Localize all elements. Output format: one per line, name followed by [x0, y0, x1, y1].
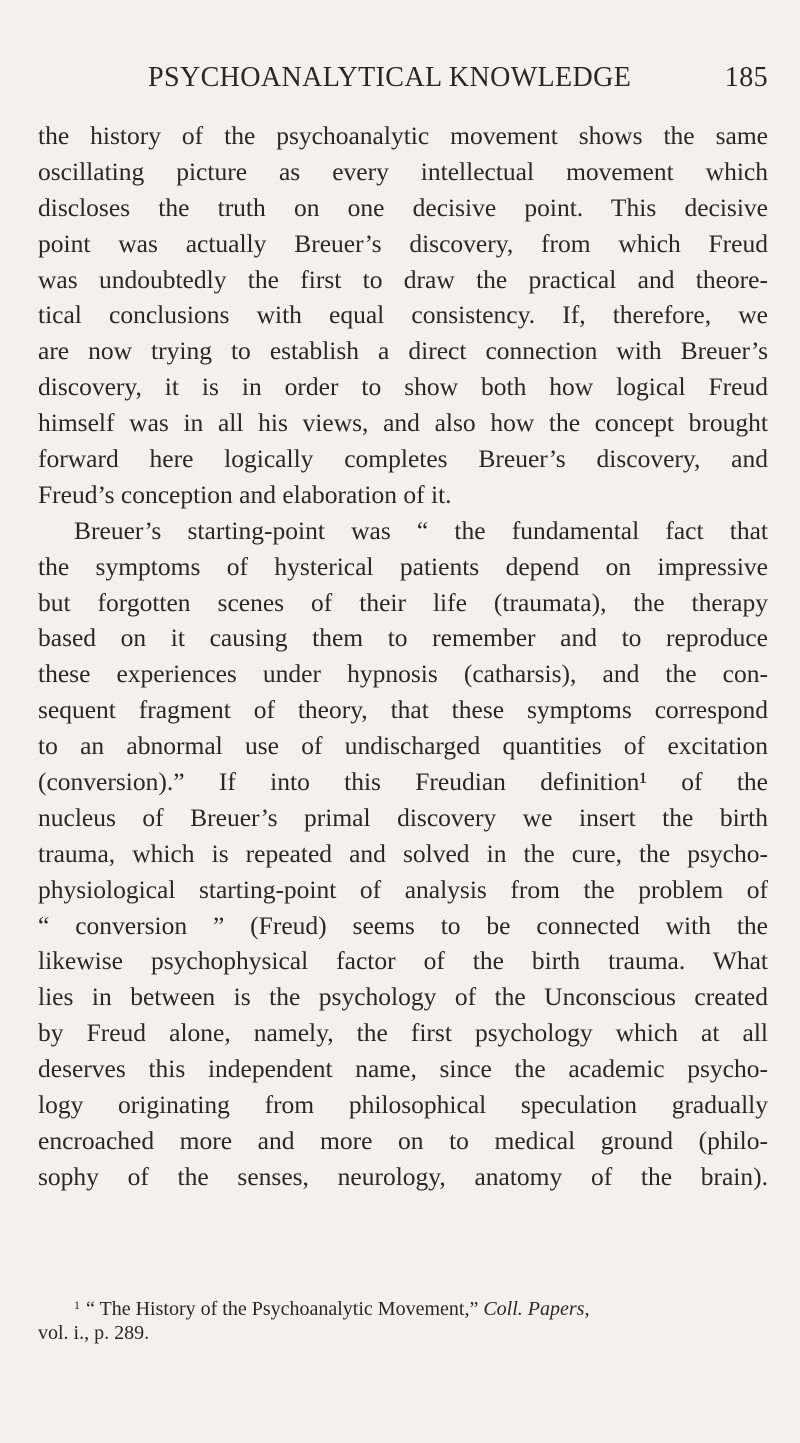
running-head-title: PSYCHOANALYTICAL KNOWLEDGE — [148, 62, 632, 93]
text-line: but forgotten scenes of their life (traumata), the therapy — [38, 587, 768, 617]
body-text — [38, 118, 768, 1195]
footnote-line-continued: vol. i., p. 289. — [38, 1322, 150, 1344]
text-line: likewise psychophysical factor of the birth trauma. What — [38, 946, 768, 976]
text-line: physiological starting-point of analysis from the problem of — [38, 874, 768, 904]
text-line: trauma, which is repeated and solved in the cure, the psycho- — [38, 838, 768, 868]
text-line-paragraph-start: Breuer’s starting-point was “ the fundamental fact that — [74, 515, 768, 545]
text-line: to an abnormal use of undischarged quantities of excitation — [38, 731, 768, 761]
text-line: point was actually Breuer’s discovery, from which Freud — [38, 228, 768, 258]
footnote-source-title: Coll. Papers — [483, 1298, 585, 1320]
text-line: logy originating from philosophical speculation gradually — [38, 1090, 768, 1120]
text-line: the symptoms of hysterical patients depend on impressive — [38, 551, 768, 581]
text-line: forward here logically completes Breuer’s discovery, and — [38, 444, 768, 474]
text-line: are now trying to establish a direct connection with Breuer’s — [38, 336, 768, 366]
running-head — [148, 62, 768, 102]
text-line: himself was in all his views, and also how the concept brought — [38, 408, 768, 438]
footnote-text: “ The History of the Psychoanalytic Movement,” — [86, 1298, 484, 1320]
text-line: tical conclusions with equal consistency. If, therefore, we — [38, 300, 768, 330]
text-line: the history of the psychoanalytic movement shows the same — [38, 121, 768, 150]
text-line: oscillating picture as every intellectual movement which — [38, 156, 768, 186]
text-line: was undoubtedly the first to draw the practical and theore- — [38, 264, 768, 294]
text-line: sequent fragment of theory, that these symptoms correspond — [38, 695, 768, 725]
text-line: discovery, it is in order to show both how logical Freud — [38, 372, 768, 402]
text-line: by Freud alone, namely, the first psychology which at all — [38, 1018, 768, 1048]
text-line: based on it causing them to remember and to reproduce — [38, 623, 768, 653]
text-line: deserves this independent name, since the academic psycho- — [38, 1054, 768, 1084]
text-line: discloses the truth on one decisive point. This decisive — [38, 192, 768, 222]
text-line-paragraph-end: Freud’s conception and elaboration of it. — [38, 479, 452, 509]
page-number: 185 — [724, 62, 768, 93]
text-line: (conversion).” If into this Freudian definition¹ of the — [38, 767, 768, 797]
text-line: lies in between is the psychology of the Unconscious created — [38, 982, 768, 1012]
text-line: “ conversion ” (Freud) seems to be connected with the — [38, 910, 768, 940]
footnote-line — [38, 1291, 768, 1319]
text-line: encroached more and more on to medical ground (philo- — [38, 1125, 768, 1155]
footnote-mark: 1 — [74, 1298, 80, 1312]
text-line: these experiences under hypnosis (catharsis), and the con- — [38, 659, 768, 689]
text-line: nucleus of Breuer’s primal discovery we insert the birth — [38, 802, 768, 832]
footnote — [38, 1291, 768, 1347]
footnote-punctuation: , — [584, 1298, 590, 1320]
text-line: sophy of the senses, neurology, anatomy of the brain). — [38, 1161, 768, 1191]
